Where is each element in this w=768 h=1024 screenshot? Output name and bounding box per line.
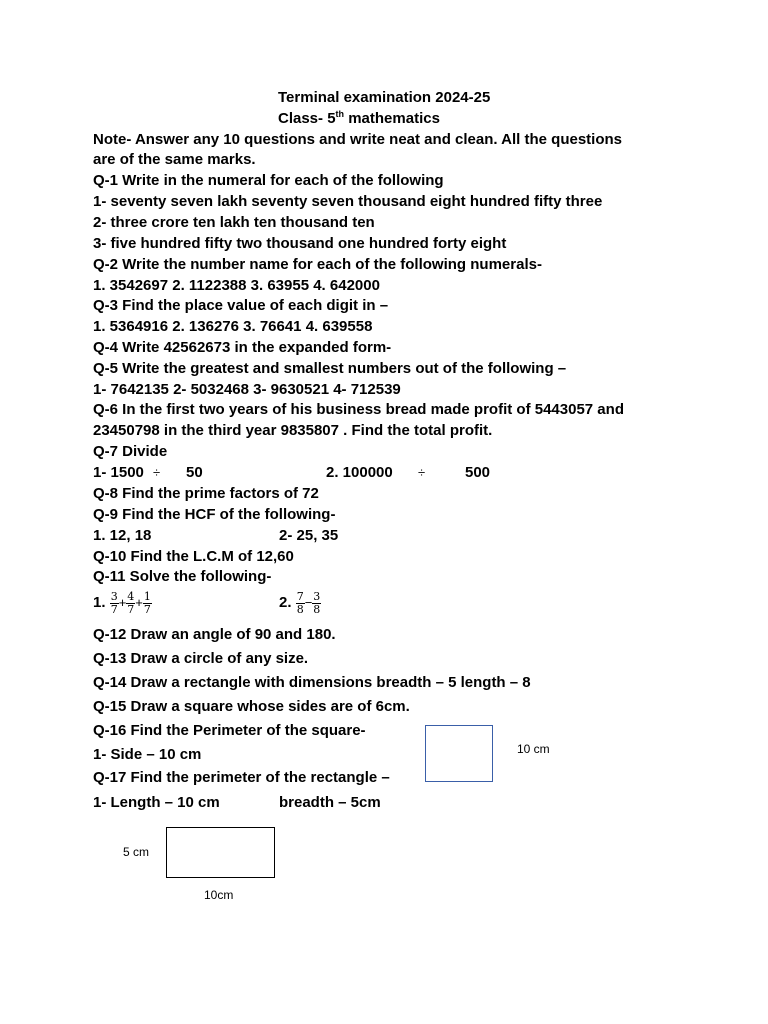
- q3-title: Q-3 Find the place value of each digit in –: [93, 297, 389, 314]
- q9-a: 1. 12, 18: [93, 527, 152, 544]
- q17-item-length: 1- Length – 10 cm: [93, 794, 220, 811]
- q6-line-2: 23450798 in the third year 9835807 . Find the total profit.: [93, 422, 493, 439]
- q11-b-frac-2: $\frac{3}{8}$: [313, 589, 321, 616]
- q17-title: Q-17 Find the perimeter of the rectangle –: [93, 769, 390, 786]
- q11-a-label: 1.: [93, 594, 106, 611]
- q15-title: Q-15 Draw a square whose sides are of 6cm.: [93, 698, 410, 715]
- rectangle-figure: [166, 827, 275, 878]
- q2-title: Q-2 Write the number name for each of the following numerals-: [93, 256, 542, 273]
- q9-title: Q-9 Find the HCF of the following-: [93, 506, 336, 523]
- q7-b-divide-sign: ÷: [418, 465, 426, 480]
- q11-b-expression: [279, 588, 321, 618]
- q8-title: Q-8 Find the prime factors of 72: [93, 485, 319, 502]
- q11-b-label: 2.: [279, 594, 292, 611]
- q7-b-left: 2. 100000: [326, 464, 393, 481]
- q1-item-2: 2- three crore ten lakh ten thousand ten: [93, 214, 375, 231]
- note-line-2: are of the same marks.: [93, 151, 256, 168]
- q6-line-1: Q-6 In the first two years of his business bread made profit of 5443057 and: [93, 401, 624, 418]
- q4-title: Q-4 Write 42562673 in the expanded form-: [93, 339, 392, 356]
- q3-items: 1. 5364916 2. 136276 3. 76641 4. 639558: [93, 318, 373, 335]
- q17-item-breadth: breadth – 5cm: [279, 794, 381, 811]
- rectangle-side-label: 5 cm: [123, 845, 150, 859]
- minus-sign: −: [304, 595, 313, 611]
- q14-title: Q-14 Draw a rectangle with dimensions breadth – 5 length – 8: [93, 674, 531, 691]
- q1-item-3: 3- five hundred fifty two thousand one hundred forty eight: [93, 235, 507, 252]
- square-figure: [425, 725, 493, 782]
- q1-item-1: 1- seventy seven lakh seventy seven thousand eight hundred fifty three: [93, 193, 603, 210]
- q16-item: 1- Side – 10 cm: [93, 746, 202, 763]
- q11-a-frac-1: $\frac{3}{7}$: [110, 589, 118, 616]
- q11-b-frac-1: $\frac{7}{8}$: [296, 589, 304, 616]
- q2-items: 1. 3542697 2. 1122388 3. 63955 4. 642000: [93, 277, 380, 294]
- q11-a-expression: [93, 588, 152, 618]
- q11-a-frac-3: $\frac{1}{7}$: [143, 589, 151, 616]
- q7-a-divide-sign: ÷: [153, 465, 161, 480]
- q7-a-left: 1- 1500: [93, 464, 144, 481]
- q16-title: Q-16 Find the Perimeter of the square-: [93, 722, 366, 739]
- square-side-label: 10 cm: [517, 742, 550, 756]
- rectangle-bottom-label: 10cm: [204, 888, 234, 902]
- class-line: [278, 109, 440, 129]
- plus-sign: +: [118, 595, 127, 611]
- class-prefix: Class- 5: [278, 110, 336, 127]
- q7-b-right: 500: [465, 464, 491, 481]
- plus-sign: +: [135, 595, 143, 611]
- q13-title: Q-13 Draw a circle of any size.: [93, 650, 309, 667]
- q12-title: Q-12 Draw an angle of 90 and 180.: [93, 626, 336, 643]
- q7-a-right: 50: [186, 464, 203, 481]
- exam-title: Terminal examination 2024-25: [278, 89, 491, 106]
- q11-title: Q-11 Solve the following-: [93, 568, 272, 585]
- q1-title: Q-1 Write in the numeral for each of the following: [93, 172, 444, 189]
- class-subject: mathematics: [344, 110, 440, 127]
- q10-title: Q-10 Find the L.C.M of 12,60: [93, 548, 294, 565]
- q5-items: 1- 7642135 2- 5032468 3- 9630521 4- 712539: [93, 381, 401, 398]
- q5-title: Q-5 Write the greatest and smallest numbers out of the following –: [93, 360, 567, 377]
- class-sup: th: [335, 109, 345, 119]
- q7-title: Q-7 Divide: [93, 443, 168, 460]
- note-line-1: Note- Answer any 10 questions and write neat and clean. All the questions: [93, 131, 622, 148]
- q11-a-frac-2: $\frac{4}{7}$: [127, 589, 135, 616]
- q9-b: 2- 25, 35: [279, 527, 339, 544]
